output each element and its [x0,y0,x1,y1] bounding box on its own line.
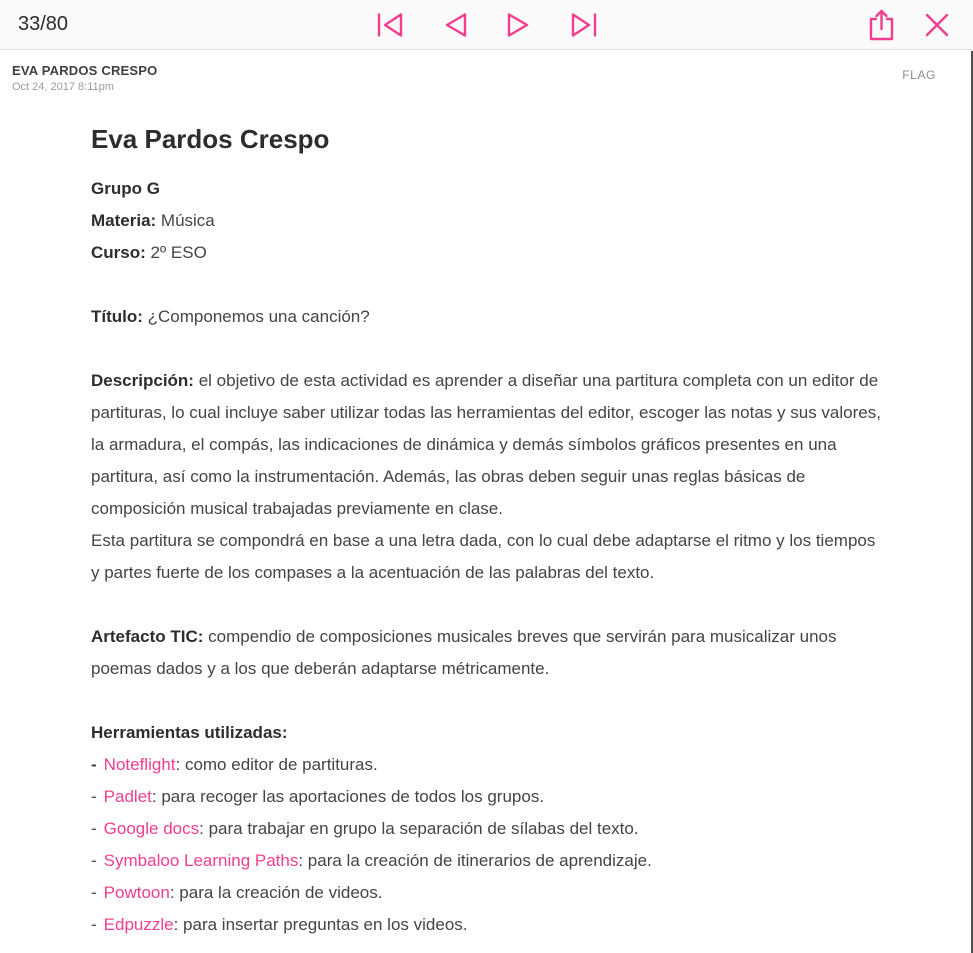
artefacto-text: compendio de composiciones musicales breves que servirán para musicalizar unos poemas dados y a los que deberán adaptarse métricamente. [91,626,837,678]
herramientas-header: Herramientas utilizadas: [91,722,288,742]
materia-line [91,205,881,237]
close-button[interactable] [923,11,951,39]
descripcion-label: Descripción: [91,370,194,390]
tool-desc: : para trabajar en grupo la separación de sílabas del texto. [199,818,639,838]
tool-desc: : como editor de partituras. [175,754,378,774]
close-icon [923,11,951,39]
previous-page-button[interactable] [440,11,470,39]
tool-desc: : para recoger las aportaciones de todos los grupos. [151,786,545,806]
share-button[interactable] [866,8,897,42]
share-icon [866,8,897,42]
artefacto-label: Artefacto TIC: [91,626,204,646]
curso-label: Curso: [91,242,146,262]
descripcion-paragraph [91,365,881,589]
titulo-value: ¿Componemos una canción? [142,306,370,326]
skip-to-last-icon [568,11,600,39]
list-dash: - [91,882,97,902]
powtoon-link[interactable]: Powtoon [103,882,170,902]
curso-line [91,237,881,269]
tools-list [91,749,881,941]
last-page-button[interactable] [568,11,600,39]
next-icon [504,11,534,39]
flag-button[interactable]: FLAG [902,68,936,82]
descripcion-text: el objetivo de esta actividad es aprender a diseñar una partitura completa con un editor de partituras, lo cual incluye saber utilizar todas las herramientas del editor, escoger las notas y sus valores, la armadura, el compás, las indicaciones de dinámica y demás símbolos gráficos presentes en una partitura, así como la instrumentación. Además, las obras deben seguir unas reglas básicas de composición musical trabajadas previamente en clase. [91,370,881,518]
topbar [0,0,973,50]
first-page-button[interactable] [374,11,406,39]
author-name: EVA PARDOS CRESPO [12,63,158,78]
symbaloo-link[interactable]: Symbaloo Learning Paths [103,850,299,870]
post-header [0,50,973,93]
list-dash: - [91,818,97,838]
tool-desc: : para la creación de videos. [169,882,383,902]
previous-icon [440,11,470,39]
list-item [91,909,881,941]
curso-value: 2º ESO [145,242,207,262]
author-block [12,63,157,93]
list-dash: - [91,754,97,774]
materia-value: Música [156,210,215,230]
google-docs-link[interactable]: Google docs [103,818,200,838]
descripcion-text-2: Esta partitura se compondrá en base a una letra dada, con lo cual debe adaptarse el ritmo y los tiempos y partes fuerte de los compases a la acentuación de las palabras del texto. [91,530,876,582]
artefacto-paragraph [91,621,881,685]
edpuzzle-link[interactable]: Edpuzzle [103,914,174,934]
tool-desc: : para insertar preguntas en los videos. [173,914,468,934]
padlet-link[interactable]: Padlet [103,786,152,806]
list-item [91,813,881,845]
list-item [91,781,881,813]
grupo-label: Grupo G [91,178,160,198]
nav-controls [374,11,600,39]
list-dash: - [91,786,97,806]
list-item [91,749,881,781]
list-item [91,845,881,877]
grupo-line [91,173,881,205]
tool-desc: : para la creación de itinerarios de aprendizaje. [298,850,652,870]
page-counter: 33/80 [18,13,69,35]
noteflight-link[interactable]: Noteflight [103,754,176,774]
titulo-line [91,301,881,333]
list-dash: - [91,914,97,934]
titulo-label: Título: [91,306,143,326]
content-title: Eva Pardos Crespo [91,124,330,154]
skip-to-first-icon [374,11,406,39]
materia-label: Materia: [91,210,157,230]
list-item [91,877,881,909]
topbar-actions [866,8,951,42]
list-dash: - [91,850,97,870]
next-page-button[interactable] [504,11,534,39]
post-date: Oct 24, 2017 8:11pm [12,81,114,93]
post-content [91,123,881,941]
